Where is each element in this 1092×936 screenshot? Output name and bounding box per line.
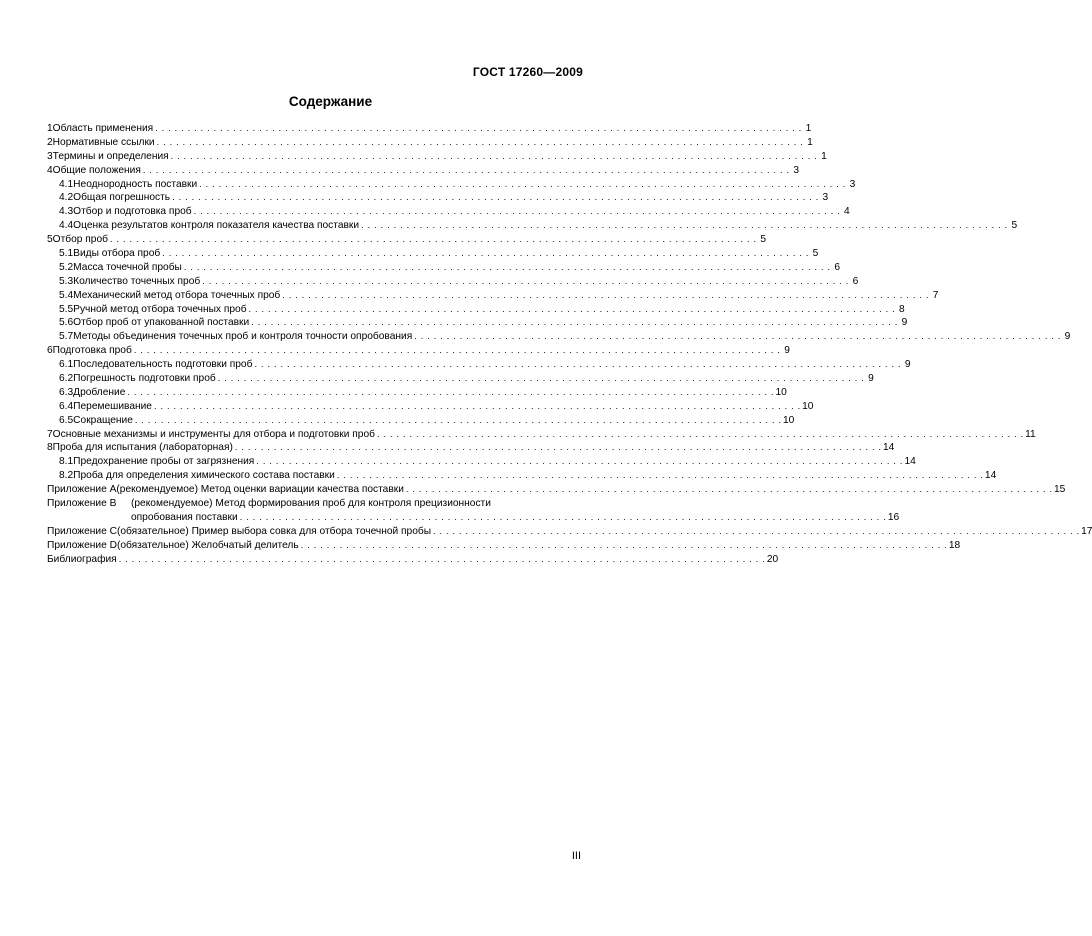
toc-entry-number: 7	[47, 428, 53, 440]
toc-entry-title: Ручной метод отбора точечных проб	[73, 303, 247, 315]
toc-entry-page: 17	[1081, 525, 1092, 537]
toc-leader-dots	[135, 414, 781, 428]
toc-entry-page: 14	[904, 456, 916, 468]
toc-entry-number: 1	[47, 123, 53, 134]
toc-entry-title: Общие положения	[52, 164, 141, 176]
toc-entry-title: Предохранение пробы от загрязнения	[73, 456, 255, 468]
toc-leader-dots	[218, 372, 864, 386]
toc-entry-page: 9	[784, 345, 790, 357]
toc-leader-dots	[377, 428, 1023, 442]
toc-entry[interactable]	[47, 164, 799, 178]
toc-leader-dots	[282, 289, 928, 303]
toc-entry[interactable]	[47, 344, 790, 358]
page-number: III	[571, 850, 581, 862]
toc-entry-page: 9	[1064, 331, 1071, 343]
toc-leader-dots	[154, 400, 800, 414]
toc-leader-dots	[414, 330, 1060, 344]
toc-entry-number: 4.1	[59, 178, 74, 190]
toc-entry[interactable]	[47, 191, 829, 205]
toc-leader-dots	[254, 358, 900, 372]
toc-entry-number: 4.3	[59, 206, 74, 218]
toc-appendix-entry[interactable]	[47, 539, 961, 553]
toc-entry[interactable]	[47, 122, 812, 136]
toc-entry[interactable]	[47, 469, 997, 483]
toc-entry-title: Погрешность подготовки проб	[73, 373, 216, 385]
toc-entry-number: 6.2	[59, 373, 74, 385]
toc-entry-number: 6.1	[59, 359, 74, 371]
toc-leader-dots	[256, 455, 902, 469]
toc-entry[interactable]	[47, 178, 856, 192]
toc-entry-title: Общая погрешность	[73, 192, 171, 204]
toc-entry-page: 10	[802, 400, 814, 412]
toc-entry-number: 8.1	[59, 456, 74, 468]
toc-entry-number: 4	[47, 164, 53, 176]
toc-leader-dots	[406, 483, 1052, 497]
toc-entry-page: 20	[766, 553, 779, 565]
toc-entry-title: Нормативные ссылки	[52, 136, 155, 148]
toc-leader-dots	[134, 344, 780, 358]
toc-entry-title: Подготовка проб	[52, 345, 132, 357]
toc-entry-page: 14	[984, 470, 997, 482]
toc-leader-dots	[199, 178, 845, 192]
toc-entry-page: 5	[812, 248, 819, 260]
toc-entry[interactable]	[47, 316, 908, 330]
appendix-label: Приложение D	[47, 539, 117, 551]
toc-entry[interactable]	[47, 219, 1018, 233]
toc-leader-dots	[155, 122, 801, 136]
toc-entry[interactable]	[47, 150, 827, 164]
toc-entry-number: 8.2	[59, 470, 74, 482]
toc-entry[interactable]	[47, 386, 787, 400]
toc-entry-title: Термины и определения	[52, 150, 169, 162]
toc-entry-number: 8	[47, 442, 53, 454]
toc-appendix-entry[interactable]	[47, 497, 584, 511]
toc-appendix-continuation[interactable]	[47, 511, 900, 525]
toc-entry-number: 5	[47, 234, 53, 246]
toc-entry-page: 8	[898, 303, 905, 315]
toc-entry-number: 5.1	[59, 248, 74, 260]
toc-leader-dots	[433, 525, 1079, 539]
toc-appendix-entry[interactable]	[47, 525, 1092, 539]
toc-entry[interactable]	[47, 303, 905, 317]
toc-entry-number: 5.2	[59, 261, 74, 273]
toc-entry-number: 6.3	[59, 386, 74, 398]
toc-leader-dots	[110, 233, 756, 247]
toc-entry[interactable]	[47, 289, 939, 303]
toc-leader-dots	[202, 275, 848, 289]
toc-entry-title: Проба для испытания (лабораторная)	[52, 442, 233, 454]
toc-entry-page: 3	[793, 164, 799, 176]
toc-entry-page: 4	[844, 206, 850, 218]
toc-leader-dots	[337, 469, 983, 483]
toc-entry-number: 5.3	[59, 275, 74, 287]
toc-leader-dots	[119, 553, 765, 567]
toc-entry-page: 15	[1054, 484, 1066, 496]
toc-bibliography-entry[interactable]	[47, 553, 779, 567]
toc-entry[interactable]	[47, 441, 895, 455]
toc-entry[interactable]	[47, 372, 874, 386]
toc-leader-dots	[157, 136, 803, 150]
page-title: Содержание	[288, 94, 373, 109]
toc-entry-page: 1	[821, 150, 827, 162]
toc-entry-page: 3	[849, 178, 856, 190]
toc-entry-title: Основные механизмы и инструменты для отбора и подготовки проб	[52, 428, 375, 440]
appendix-title: (рекомендуемое) Метод оценки вариации качества поставки	[116, 484, 404, 496]
toc-entry[interactable]	[47, 247, 819, 261]
toc-entry-title: Отбор и подготовка проб	[73, 206, 192, 218]
toc-entry-number: 3	[47, 150, 53, 162]
appendix-title: (рекомендуемое) Метод формирования проб для контроля прецизионности	[131, 498, 491, 510]
toc-leader-dots	[194, 205, 840, 219]
toc-leader-dots	[143, 164, 789, 178]
toc-entry-title: Отбор проб	[52, 234, 108, 246]
toc-entry-title: Масса точечной пробы	[73, 261, 182, 273]
toc-leader-dots	[249, 303, 895, 317]
toc-entry[interactable]	[47, 414, 795, 428]
toc-leader-dots	[172, 191, 818, 205]
toc-entry-title: Методы объединения точечных проб и контроля точности опробования	[73, 331, 413, 343]
toc-entry-title: Виды отбора проб	[73, 248, 161, 260]
toc-entry-page: 7	[932, 289, 939, 301]
toc-entry-title: Количество точечных проб	[73, 275, 201, 287]
toc-entry-page: 6	[852, 275, 859, 287]
toc-entry-page: 18	[948, 539, 961, 551]
toc-entry-title: Оценка результатов контроля показателя качества поставки	[73, 220, 360, 232]
toc-entry-page: 16	[887, 511, 900, 523]
appendix-title: (обязательное) Пример выбора совка для отбора точечной пробы	[116, 525, 432, 537]
appendix-title: (обязательное) Желобчатый делитель	[116, 539, 299, 551]
toc-entry[interactable]	[47, 428, 1036, 442]
toc-entry[interactable]	[47, 233, 767, 247]
toc-entry-page: 9	[904, 359, 911, 371]
toc-entry-number: 5.7	[59, 331, 74, 343]
toc-leader-dots	[240, 511, 886, 525]
table-of-contents	[47, 122, 1092, 567]
toc-entry-title: Проба для определения химического состава поставки	[73, 470, 335, 482]
toc-leader-dots	[162, 247, 808, 261]
toc-entry-number: 5.4	[59, 289, 74, 301]
toc-leader-dots	[127, 386, 773, 400]
toc-leader-dots	[361, 219, 1007, 233]
toc-appendix-entry[interactable]	[47, 483, 1066, 497]
toc-entry-page: 1	[807, 136, 813, 148]
toc-entry[interactable]	[47, 205, 850, 219]
appendix-label: Приложение В	[47, 498, 117, 510]
toc-entry-page: 10	[775, 386, 787, 398]
toc-entry-number: 6.5	[59, 414, 74, 426]
bibliography-title: Библиография	[47, 553, 117, 565]
toc-entry-page: 5	[760, 234, 767, 246]
toc-entry-number: 4.2	[59, 192, 74, 204]
toc-entry-number: 2	[47, 136, 53, 148]
toc-entry-title: Перемешивание	[73, 400, 152, 412]
appendix-label: Приложение А	[47, 484, 117, 496]
toc-entry-number: 6.4	[59, 400, 74, 412]
toc-entry[interactable]	[47, 261, 840, 275]
toc-entry-title: Последовательность подготовки проб	[73, 359, 253, 371]
toc-entry-title: Отбор проб от упакованной поставки	[73, 317, 250, 329]
toc-entry-number: 6	[47, 345, 53, 357]
toc-leader-dots	[235, 441, 881, 455]
toc-entry-page: 9	[901, 317, 908, 329]
toc-entry-page: 11	[1025, 428, 1036, 440]
toc-entry-title: Дробление	[73, 386, 126, 398]
toc-leader-dots	[171, 150, 817, 164]
document-code: ГОСТ 17260—2009	[472, 65, 583, 79]
toc-entry-page: 3	[822, 192, 829, 204]
toc-entry-page: 5	[1011, 220, 1018, 232]
appendix-label: Приложение С	[47, 525, 117, 537]
toc-entry-title: Механический метод отбора точечных проб	[73, 289, 281, 301]
toc-entry-title: Область применения	[52, 123, 154, 134]
toc-entry[interactable]	[47, 330, 1071, 344]
toc-leader-dots	[184, 261, 830, 275]
toc-entry-page: 9	[868, 373, 874, 385]
toc-entry[interactable]	[47, 455, 916, 469]
toc-entry[interactable]	[47, 136, 813, 150]
toc-entry[interactable]	[47, 358, 911, 372]
toc-leader-dots	[301, 539, 947, 553]
toc-leader-dots	[251, 316, 897, 330]
toc-entry-number: 5.5	[59, 303, 74, 315]
toc-entry-title: Неоднородность поставки	[73, 178, 198, 190]
toc-entry-page: 1	[805, 123, 812, 134]
toc-entry[interactable]	[47, 400, 814, 414]
toc-entry-page: 6	[834, 261, 840, 273]
toc-entry-title: Сокращение	[73, 414, 133, 426]
toc-entry-page: 10	[783, 414, 795, 426]
appendix-title-continued: опробования поставки	[131, 511, 238, 523]
toc-entry-number: 5.6	[59, 317, 74, 329]
toc-entry-number: 4.4	[59, 220, 74, 232]
toc-entry[interactable]	[47, 275, 859, 289]
toc-entry-page: 14	[882, 442, 895, 454]
